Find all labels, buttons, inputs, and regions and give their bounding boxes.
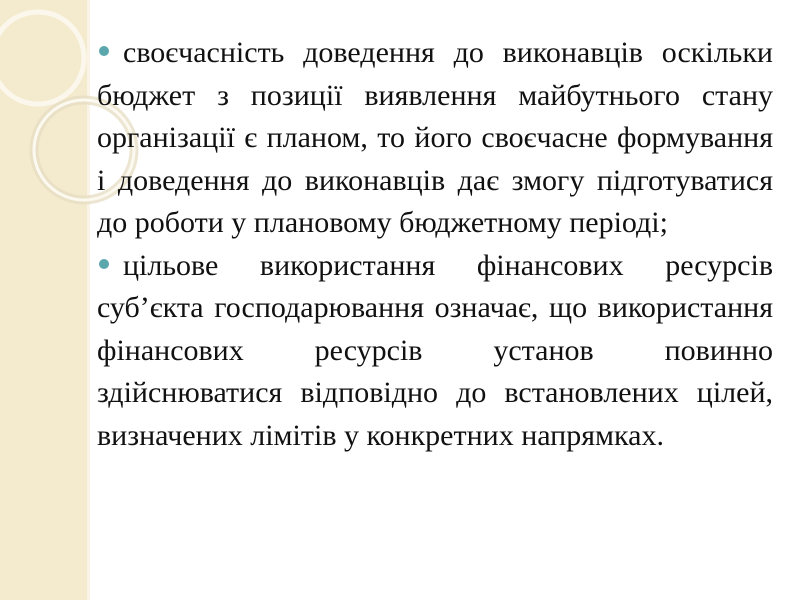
bullet-list (97, 32, 773, 457)
bullet-item-2 (97, 245, 773, 458)
bullet-dot-icon (99, 259, 109, 269)
bullet-item-1 (97, 32, 773, 245)
bullet-dot-icon (99, 46, 109, 56)
bullet-text-1: своєчасність доведення до виконавців оскільки бюджет з позиції виявлення майбутнього стану організації є планом, то його своєчасне формування і доведення до виконавців дає змогу підготуватися до роботи у плановому бюджетному періоді; (97, 36, 773, 239)
bullet-text-2: цільове використання фінансових ресурсів суб’єкта господарювання означає, що використання фінансових ресурсів установ повинно здійснюватися відповідно до встановлених цілей, визначених лімітів у конкретних напрямках. (97, 248, 773, 452)
